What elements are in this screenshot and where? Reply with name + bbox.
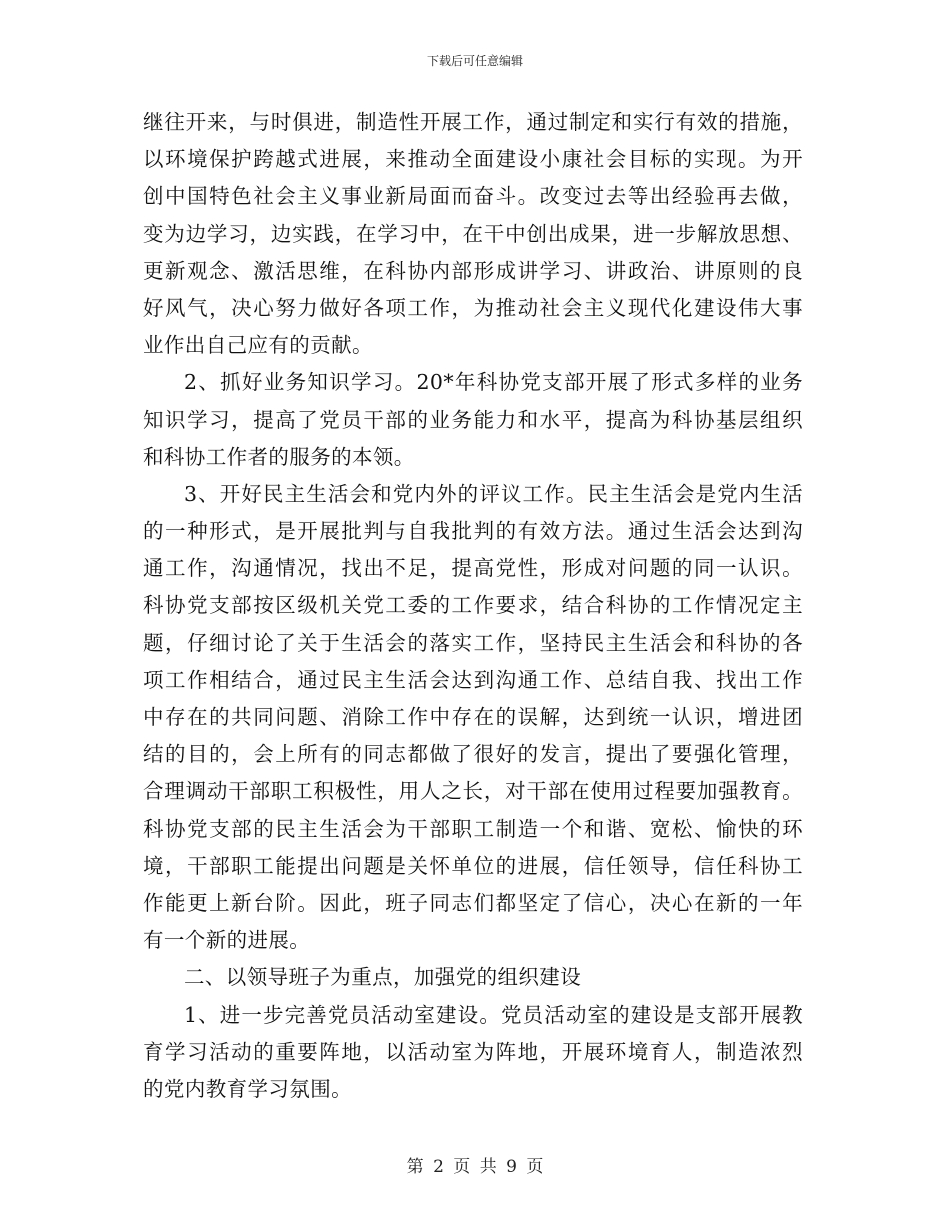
text-line: 中存在的共同问题、消除工作中存在的误解，达到统一认识，增进团 <box>143 705 803 729</box>
document-body <box>143 104 803 1108</box>
text-line: 结的目的，会上所有的同志都做了很好的发言，提出了要强化管理， <box>143 742 803 767</box>
text-line: 题，仔细讨论了关于生活会的落实工作，坚持民主生活会和科协的各 <box>143 630 803 655</box>
text-line: 和科协工作者的服务的本领。 <box>143 444 415 469</box>
text-line: 创中国特色社会主义事业新局面而奋斗。改变过去等出经验再去做， <box>143 184 803 209</box>
text-line: 合理调动干部职工积极性，用人之长，对干部在使用过程要加强教育。 <box>143 779 803 804</box>
text-line: 继往开来，与时俱进，制造性开展工作，通过制定和实行有效的措施， <box>143 110 803 134</box>
text-line: 2、抓好业务知识学习。20*年科协党支部开展了形式多样的业务 <box>184 370 803 395</box>
paragraph <box>143 997 803 1109</box>
page-header: 下载后可任意编辑 <box>426 54 523 68</box>
text-line: 有一个新的进展。 <box>143 928 311 953</box>
text-line: 更新观念、激活思维，在科协内部形成讲学习、讲政治、讲原则的良 <box>143 258 803 283</box>
page-number-footer: 第 2 页 共 9 页 <box>406 1157 544 1177</box>
paragraph <box>143 104 803 364</box>
paragraph <box>143 364 803 476</box>
text-line: 3、开好民主生活会和党内外的评议工作。民主生活会是党内生活 <box>184 481 803 506</box>
text-line: 通工作，沟通情况，找出不足，提高党性，形成对问题的同一认识。 <box>143 556 803 581</box>
paragraph <box>143 959 803 996</box>
text-line: 业作出自己应有的贡献。 <box>143 333 373 358</box>
text-line: 知识学习，提高了党员干部的业务能力和水平，提高为科协基层组织 <box>143 407 803 432</box>
text-line: 二、以领导班子为重点，加强党的组织建设 <box>184 965 582 990</box>
text-line: 以环境保护跨越式进展，来推动全面建设小康社会目标的实现。为开 <box>143 147 803 172</box>
text-line: 变为边学习，边实践，在学习中，在干中创出成果，进一步解放思想、 <box>143 221 803 246</box>
text-line: 科协党支部的民主生活会为干部职工制造一个和谐、宽松、愉快的环 <box>143 816 803 841</box>
text-line: 的党内教育学习氛围。 <box>143 1076 352 1101</box>
text-line: 项工作相结合，通过民主生活会达到沟通工作、总结自我、找出工作 <box>143 667 803 692</box>
text-line: 境，干部职工能提出问题是关怀单位的进展，信任领导，信任科协工 <box>143 853 803 878</box>
text-line: 育学习活动的重要阵地，以活动室为阵地，开展环境育人，制造浓烈 <box>143 1039 803 1064</box>
text-line: 科协党支部按区级机关党工委的工作要求，结合科协的工作情况定主 <box>143 593 803 618</box>
text-line: 的一种形式，是开展批判与自我批判的有效方法。通过生活会达到沟 <box>143 519 803 544</box>
text-line: 好风气，决心努力做好各项工作，为推动社会主义现代化建设伟大事 <box>143 295 803 320</box>
text-line: 作能更上新台阶。因此，班子同志们都坚定了信心，决心在新的一年 <box>143 890 803 915</box>
text-line: 1、进一步完善党员活动室建设。党员活动室的建设是支部开展教 <box>184 1002 803 1027</box>
paragraph <box>143 476 803 959</box>
